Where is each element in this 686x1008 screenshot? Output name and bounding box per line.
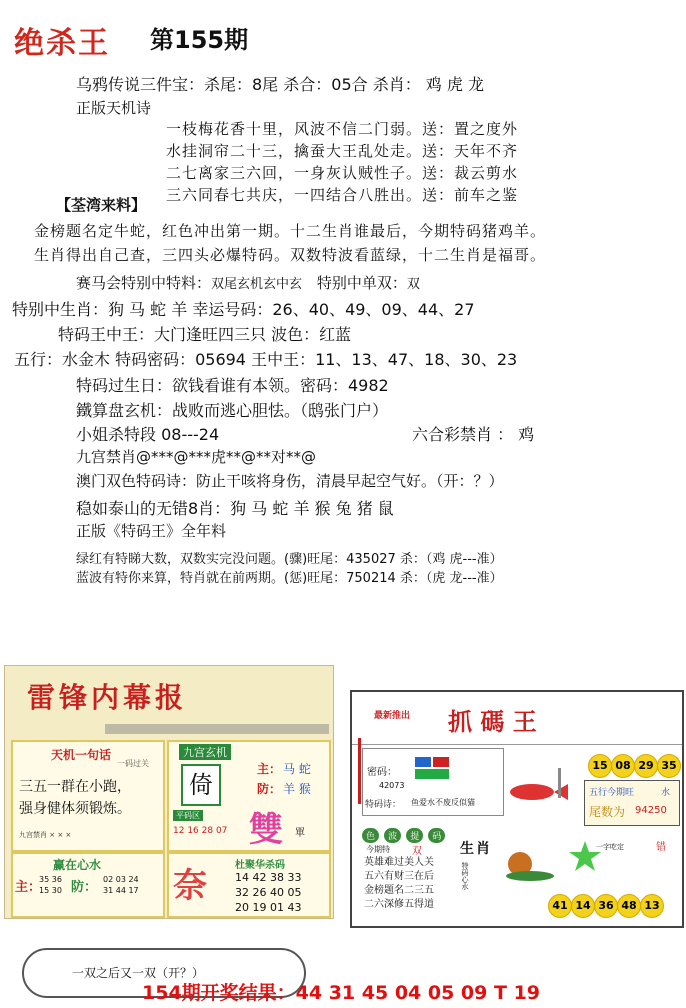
zhu-value: 马 蛇 <box>283 762 311 776</box>
jiugong-box <box>167 740 331 852</box>
zmw-code-value: 42073 <box>379 781 405 790</box>
texiao-line: 特别中生肖：狗 马 蛇 羊 幸运号码：26、40、49、09、44、27 <box>12 300 475 319</box>
quanwan-heading: 【荃湾来料】 <box>56 196 147 214</box>
zmw-ball-bottom: 48 <box>617 894 641 918</box>
zmw-verse <box>364 856 434 912</box>
cloud-text: 一双之后又一双（开？） <box>72 966 205 980</box>
xinshui-col-a: 35 36 15 30 <box>39 875 62 895</box>
fang-value: 羊 猴 <box>283 782 311 796</box>
zmw-kicker: 最新推出 <box>374 711 411 721</box>
tianji-line-1: 三五一群在小跑， <box>19 779 131 795</box>
zmw-ball-bottom: 36 <box>594 894 618 918</box>
xinshui-title: 赢在心水 <box>53 858 102 872</box>
leifeng-panel <box>4 665 334 919</box>
zmw-logo-icon <box>415 757 451 781</box>
poem-title: 正版天机诗 <box>76 99 152 117</box>
zmw-ball-top: 35 <box>657 754 681 778</box>
tiesuan-line: 鐵算盘玄机：战败而逃心胆怯。（鸱张门户） <box>76 401 389 420</box>
zmw-mini-label: 特码心水 <box>461 862 469 890</box>
zmw-wrong-value: 错 <box>656 842 666 853</box>
zmw-code-label: 密码： <box>367 767 397 778</box>
saima-label: 赛马会特别中特料： <box>76 274 212 292</box>
blue-line: 蓝波有特你来算，特肖就在前两期。(惩)旺尾：750214 杀：（虎 龙---准） <box>76 571 503 586</box>
zmw-ball-top: 15 <box>588 754 612 778</box>
quanwan-line-1: 金榜题名定牛蛇，红色冲出第一期。十二生肖谁最后，今期特码猪鸡羊。 <box>34 222 547 240</box>
zhu-label: 主： <box>257 762 282 776</box>
zmw-wrong-label: 一字吃定 <box>596 843 624 851</box>
poem-line-3: 二七离家三六回，一身灰认贼性子。送：裁云剪水 <box>166 164 519 182</box>
brand-logo: 绝杀王 <box>14 26 110 61</box>
poem-line-2: 水挂洞帘二十三，擒蚕大王乱处走。送：天年不齐 <box>166 142 519 160</box>
shama-char: 奈 <box>173 866 207 906</box>
zmw-ball-top: 29 <box>634 754 658 778</box>
zmw-verse-line: 五六有财三在后 <box>364 871 434 882</box>
jiugong-line: 九宫禁肖@***@***虎**@**对**@ <box>76 448 317 466</box>
zmw-tag: 码 <box>428 828 445 843</box>
zmw-verse-line: 二六深修五得道 <box>364 899 434 910</box>
xinshui-zhu: 主： <box>15 880 42 895</box>
poem-line-4: 三六同春七共庆，一四结合八胜出。送：前车之鉴 <box>166 186 519 204</box>
danshuang-value: 双 <box>406 277 420 292</box>
zmw-sx-char-a: 生 <box>460 841 474 857</box>
zmw-title: 抓 碼 王 <box>448 707 537 736</box>
saima-value: 双尾玄机玄中玄 <box>211 277 303 292</box>
saima-line <box>76 272 420 293</box>
zmw-jin-label: 今期特 <box>366 845 390 854</box>
zmw-tags <box>362 824 445 843</box>
leifeng-title: 雷锋内幕报 <box>27 681 188 714</box>
xinshui-fang: 防： <box>71 880 98 895</box>
zmw-snail-icon <box>494 844 560 884</box>
tianji-foot: 九宫禁肖 × × × <box>19 831 72 839</box>
shama-grid: 14 42 38 33 32 26 40 05 20 19 01 43 <box>235 871 302 914</box>
panel-divider <box>105 724 329 734</box>
wuxing-line: 五行：水金木 特码密码：05694 王中王：11、13、47、18、30、23 <box>14 350 518 369</box>
jiugong-char: 倚 <box>181 764 221 806</box>
code-values: 12 16 28 07 <box>173 826 228 836</box>
fang-label: 防： <box>257 782 282 796</box>
zmw-jin-value: 双 <box>412 846 422 857</box>
shuang-char: 雙 <box>249 810 283 850</box>
fullyear-line: 正版《特码王》全年料 <box>76 522 227 540</box>
tianji-title: 天机一句话 <box>51 748 112 762</box>
zmw-wuxing-value: 水 <box>661 788 671 798</box>
xiaojie-line: 小姐杀特段 08---24 <box>76 425 220 444</box>
green-line: 绿红有特睇大数，双数实完没问题。(骤)旺尾：435027 杀：（鸡 虎---准） <box>76 552 503 567</box>
liuhe-line: 六合彩禁肖 ： 鸡 <box>412 425 535 444</box>
macau-line: 澳门双色特码诗：防止干咳将身伤，清晨早起空气好。（开：？） <box>76 472 504 490</box>
xinshui-box <box>11 852 165 918</box>
zmw-verse-line: 金榜题名二三五 <box>364 885 434 896</box>
tianji-sub: 一码过关 <box>117 759 149 768</box>
tianji-line-2: 强身健体须锻炼。 <box>19 801 131 817</box>
zmw-tail-label: 尾数为 <box>589 805 626 819</box>
code-label: 平码区 <box>173 810 203 821</box>
draw-result: 154期开奖结果：44 31 45 04 05 09 T 19 <box>142 982 541 1004</box>
zmw-tema-label: 特码诗： <box>365 800 402 810</box>
dan-char: 單 <box>295 828 305 839</box>
zmw-ball-bottom: 41 <box>548 894 572 918</box>
zmw-wuxing-box <box>584 780 680 826</box>
zmw-verse-line: 英雄难过美人关 <box>364 857 434 868</box>
zmw-tail-value: 94250 <box>635 805 667 816</box>
zmw-tag: 色 <box>362 828 379 843</box>
zmw-rule <box>358 738 361 804</box>
zmw-wuxing-label: 五行今期旺 <box>589 788 635 798</box>
birthday-line: 特码过生日：欲钱看谁有本领。密码：4982 <box>76 376 389 395</box>
shama-box <box>167 852 331 918</box>
zmw-ball-bottom: 13 <box>640 894 664 918</box>
zmw-ball-bottom: 14 <box>571 894 595 918</box>
zmw-fish-icon <box>502 766 574 806</box>
zmw-tag: 提 <box>406 828 423 843</box>
zmw-sx-char-b: 肖 <box>476 841 490 857</box>
taishan-line: 稳如泰山的无错8肖：狗 马 蛇 羊 猴 兔 猪 鼠 <box>76 499 394 518</box>
zmw-code-box <box>362 748 504 816</box>
quanwan-line-2: 生肖得出自己查，三四头必爆特码。双数特波看蓝绿，十二生肖是福哥。 <box>34 246 547 264</box>
crow-line: 乌鸦传说三件宝：杀尾：8尾 杀合：05合 杀肖： 鸡 虎 龙 <box>76 75 484 94</box>
tianji-box <box>11 740 165 852</box>
jiugong-title: 九宫玄机 <box>179 744 231 760</box>
poem-line-1: 一枝梅花香十里，风波不信二门弱。送：置之度外 <box>166 120 519 138</box>
danshuang-label: 特别中单双： <box>316 274 407 292</box>
zmw-ball-top: 08 <box>611 754 635 778</box>
xinshui-col-b: 02 03 24 31 44 17 <box>103 875 139 895</box>
temawang-line: 特码王中王：大门逢旺四三只 波色：红蓝 <box>58 325 352 344</box>
shama-title: 杜聚华杀码 <box>235 860 285 871</box>
zmw-tema-value: 鱼爱水不废反似猫 <box>411 798 475 807</box>
issue-number: 第155期 <box>150 26 249 54</box>
zhuamawang-panel <box>350 690 684 928</box>
zmw-tag: 波 <box>384 828 401 843</box>
